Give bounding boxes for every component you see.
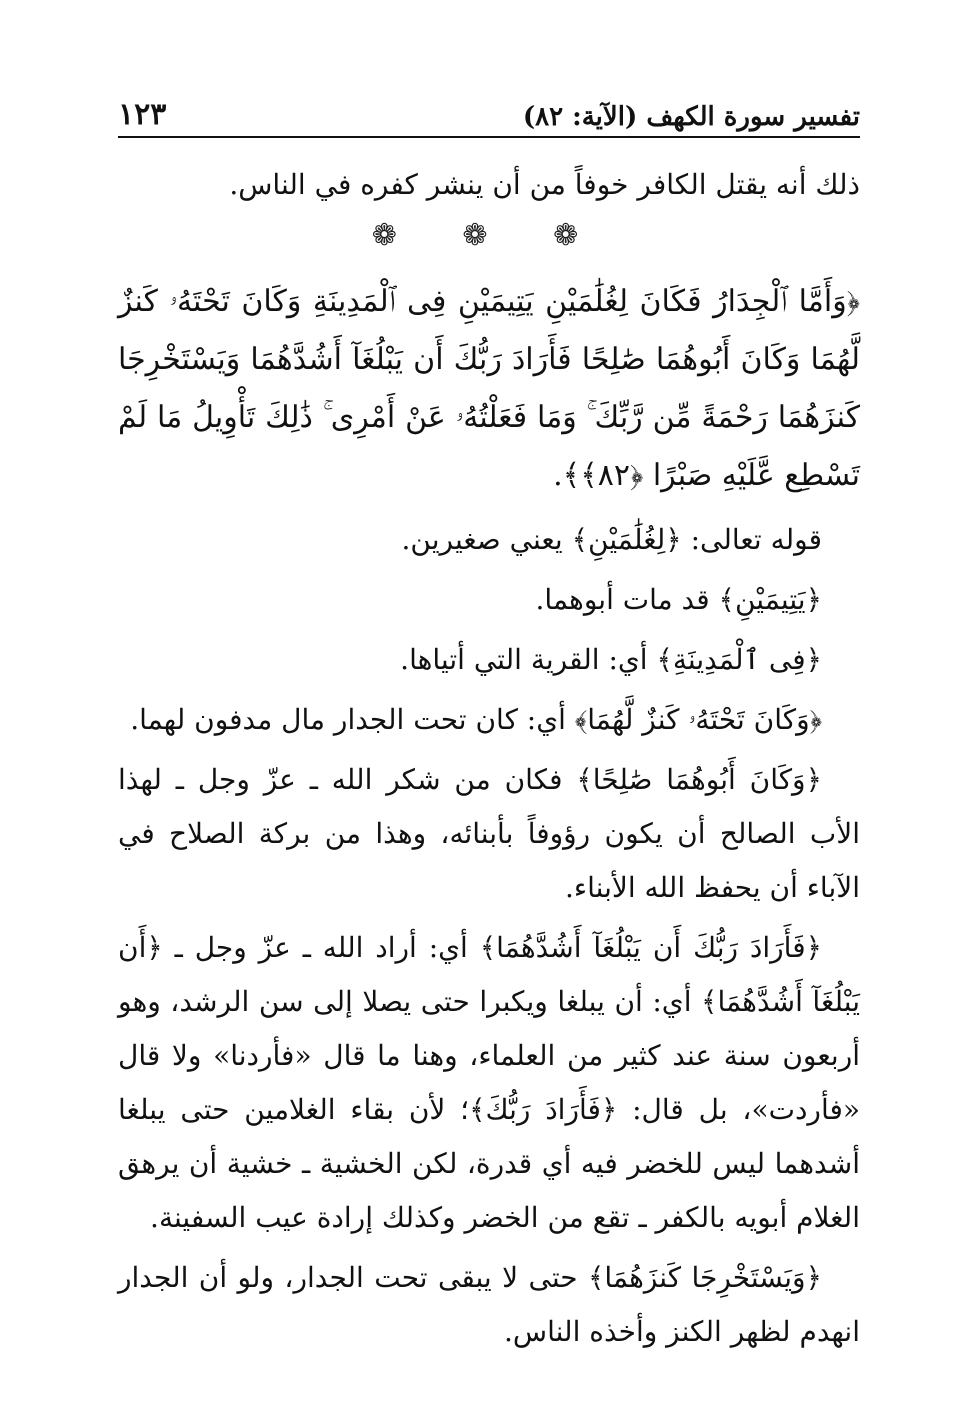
paragraph-yastakhrija: ﴿وَيَسْتَخْرِجَا كَنزَهُمَا﴾ حتى لا يبقى تحت الجدار، ولو أن الجدار انهدم لظهر الكنز وأخذه الناس.: [118, 1261, 860, 1348]
page-header: [118, 86, 860, 138]
quran-verse: ﴿وَأَمَّا ٱلْجِدَارُ فَكَانَ لِغُلَٰمَيْنِ يَتِيمَيْنِ فِى ٱلْمَدِينَةِ وَكَانَ تَحْتَهُۥ كَنزٌ لَّهُمَا وَكَانَ أَبُوهُمَا صَٰلِحًا فَأَرَادَ رَبُّكَ أَن يَبْلُغَآ أَشُدَّهُمَا وَيَسْتَخْرِجَا كَنزَهُمَا رَحْمَةً مِّن رَّبِّكَ ۚ وَمَا فَعَلْتُهُۥ عَنْ أَمْرِى ۚ ذَٰلِكَ تَأْوِيلُ مَا لَمْ تَسْطِع عَّلَيْهِ صَبْرًا ﴿٨٢﴾﴾.: [118, 284, 860, 493]
paragraph-yatimayn: ﴿يَتِيمَيْنِ﴾ قد مات أبوهما.: [535, 583, 822, 616]
paragraph-ashudd: ﴿فَأَرَادَ رَبُّكَ أَن يَبْلُغَآ أَشُدَّهُمَا﴾ أي: أراد الله ـ عزّ وجل ـ ﴿أَن يَبْلُغَآ أَشُدَّهُمَا﴾ أي: أن يبلغا ويكبرا حتى يصلا إلى سن الرشد، وهو أربعون سنة عند كثير من العلماء، وهنا ما قال «فأردنا» ولا قال «فأردت»، بل قال: ﴿فَأَرَادَ رَبُّكَ﴾؛ لأن بقاء الغلامين حتى يبلغا أشدهما ليس للخضر فيه أي قدرة، لكن الخشية ـ خشية أن يرهق الغلام أبويه بالكفر ـ تقع من الخضر وكذلك إرادة عيب السفينة.: [118, 931, 860, 1234]
page-number: ١٢٣: [118, 97, 167, 132]
paragraph-kanz: ﴿وَكَانَ تَحْتَهُۥ كَنزٌ لَّهُمَا﴾ أي: كان تحت الجدار مال مدفون لهما.: [130, 703, 822, 736]
paragraph-ghulamayn: قوله تعالى: ﴿لِغُلَٰمَيْنِ﴾ يعني صغيرين.: [401, 523, 822, 556]
flower-ornament-icon: ❁ ❁ ❁: [371, 218, 607, 253]
running-title: تفسير سورة الكهف (الآية: ٨٢): [522, 102, 860, 132]
paragraph-intro: ذلك أنه يقتل الكافر خوفاً من أن ينشر كفره في الناس.: [229, 168, 860, 201]
paragraph-salih: ﴿وَكَانَ أَبُوهُمَا صَٰلِحًا﴾ فكان من شكر الله ـ عزّ وجل ـ لهذا الأب الصالح أن يكون رؤوفاً بأبنائه، وهذا من بركة الصلاح في الآباء أن يحفظ الله الأبناء.: [118, 763, 860, 904]
page-body: [118, 158, 860, 1365]
paragraph-madina: ﴿فِى ٱلْمَدِينَةِ﴾ أي: القرية التي أتياها.: [400, 643, 822, 676]
